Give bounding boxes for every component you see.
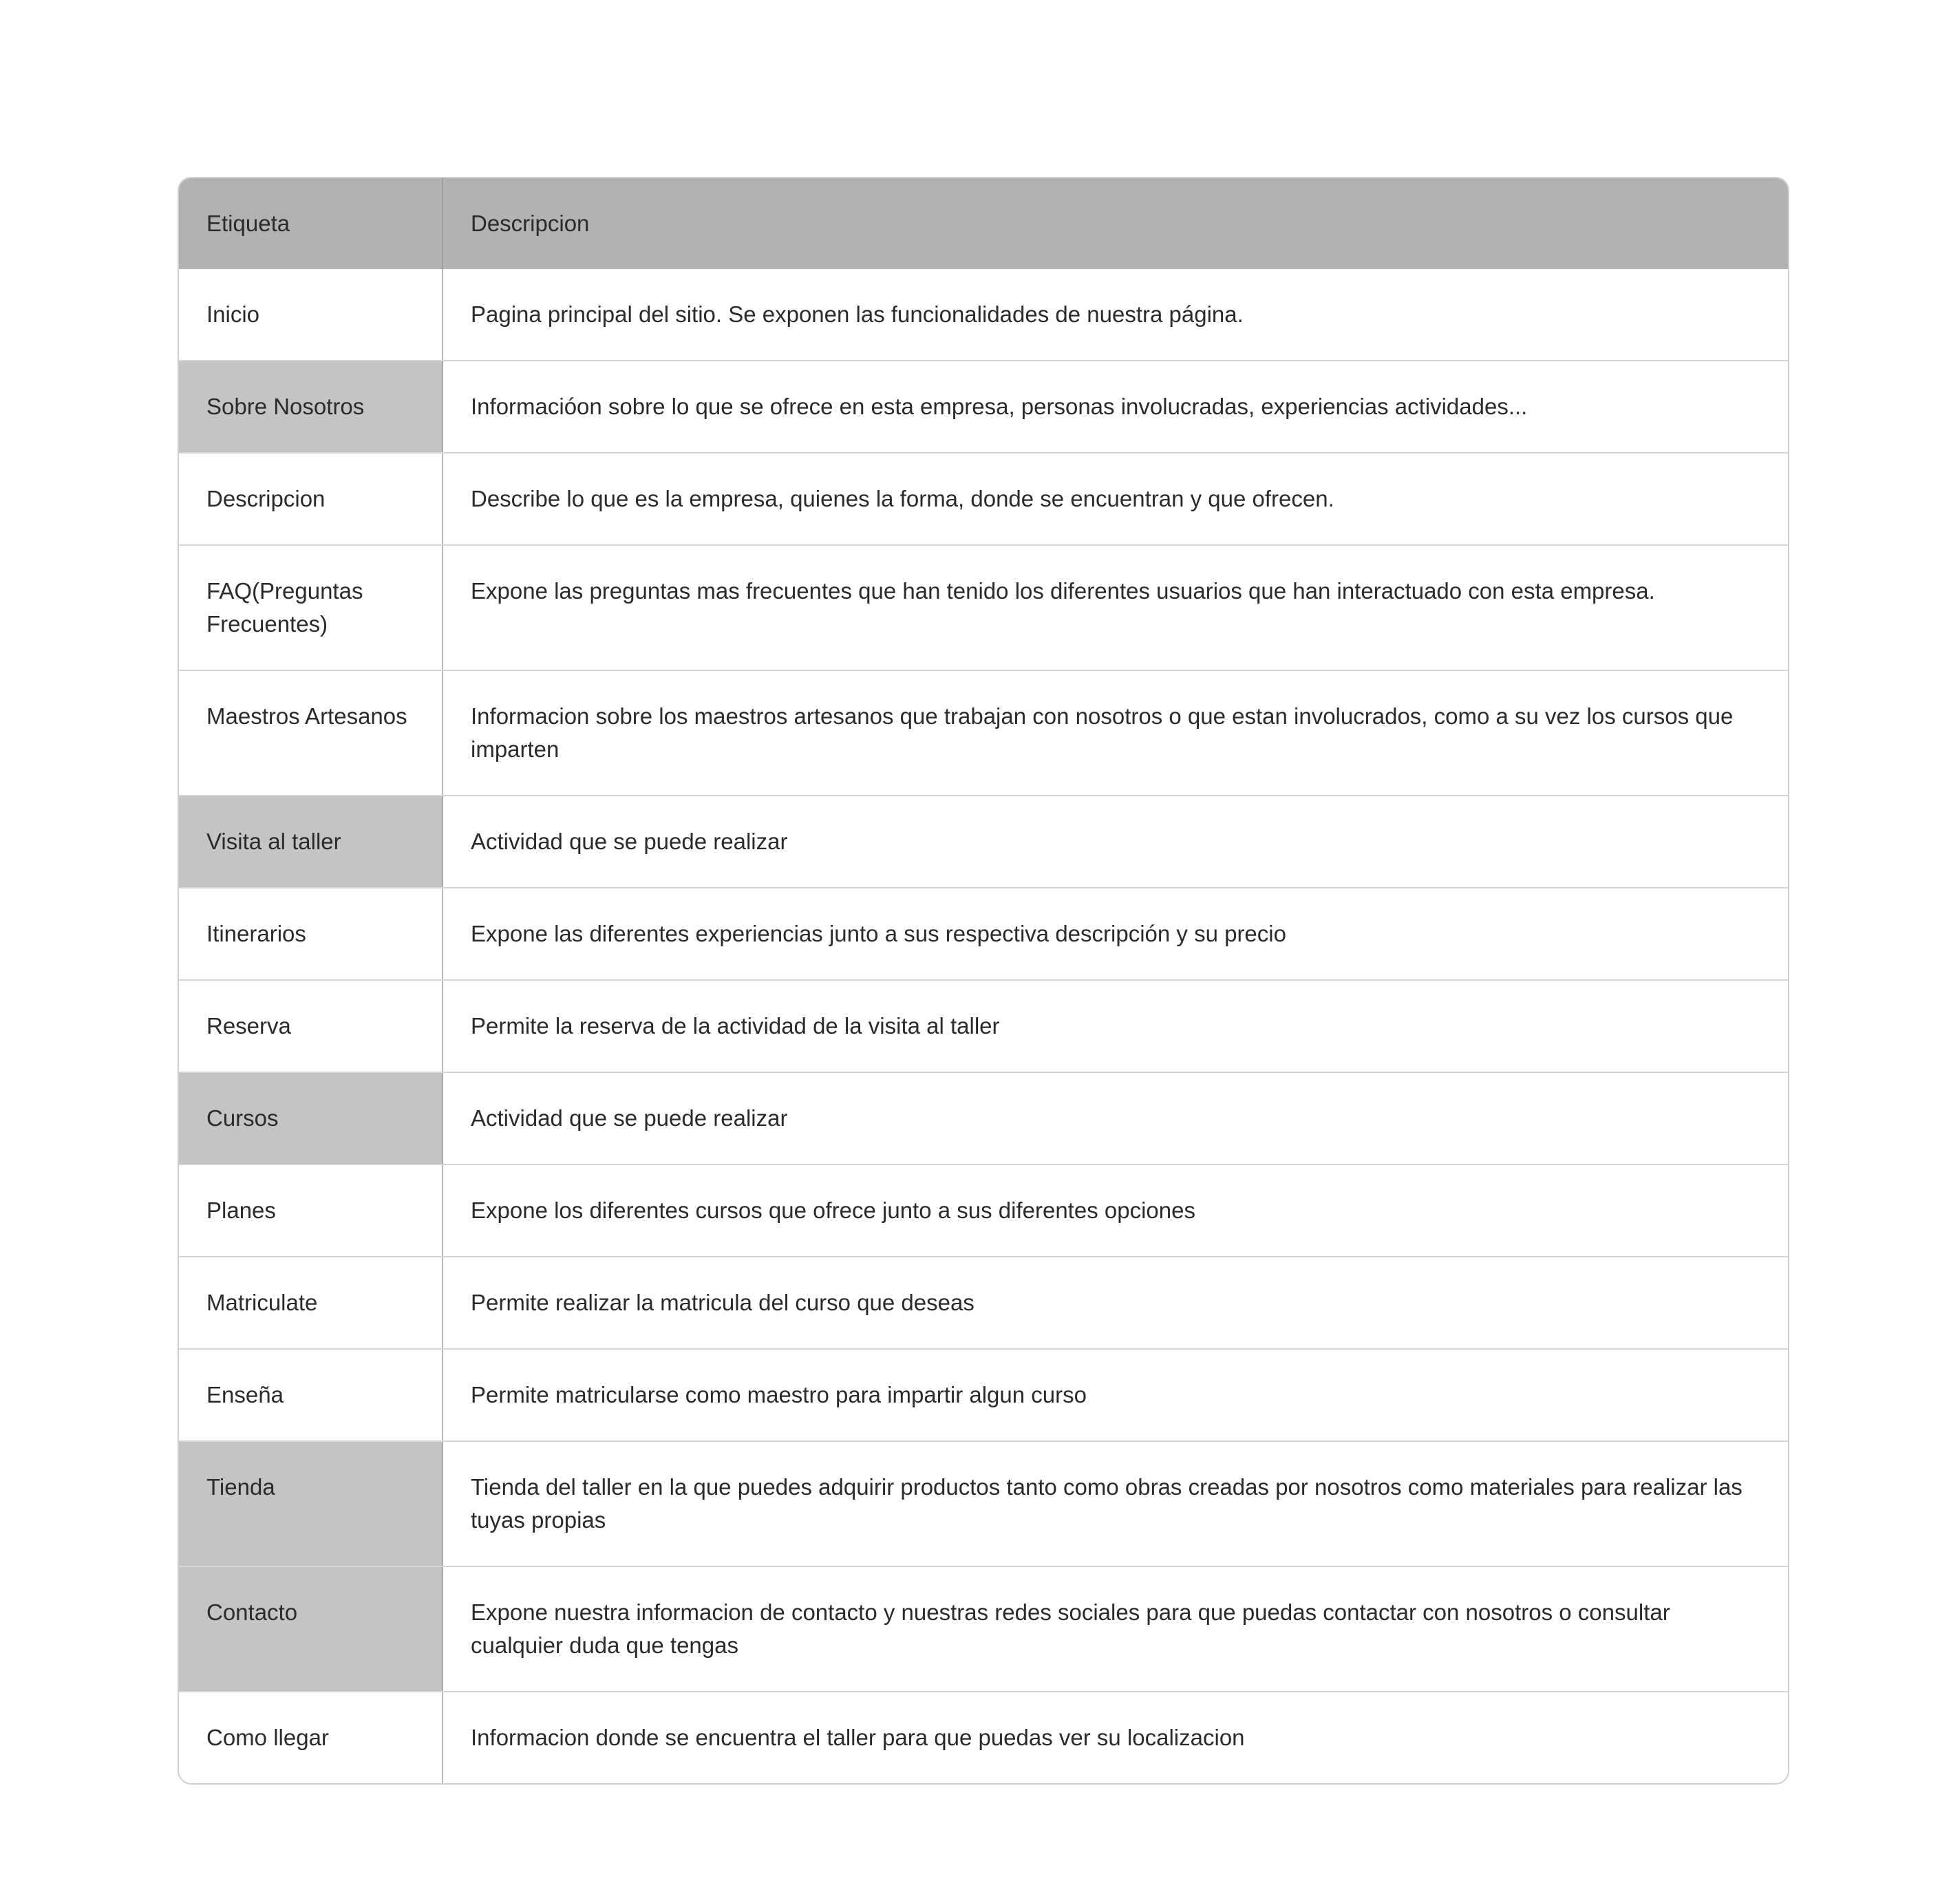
row-description-cell: Actividad que se puede realizar bbox=[471, 829, 788, 854]
row-label-cell: Visita al taller bbox=[179, 796, 443, 887]
row-description-cell: Informacion sobre los maestros artesanos que trabajan con nosotros o que estan involucrados, como a su vez los cursos que imparten bbox=[471, 703, 1734, 762]
row-description-cell: Expone las preguntas mas frecuentes que han tenido los diferentes usuarios que han interactuado con esta empresa. bbox=[471, 578, 1655, 604]
row-label-cell: Planes bbox=[179, 1165, 443, 1256]
row-description-cell: Permite la reserva de la actividad de la visita al taller bbox=[471, 1013, 1000, 1039]
row-description-cell: Expone las diferentes experiencias junto a sus respectiva descripción y su precio bbox=[471, 921, 1286, 946]
table-row bbox=[179, 795, 1788, 887]
row-description-cell: Permite realizar la matricula del curso que deseas bbox=[471, 1290, 974, 1315]
table-row bbox=[179, 1691, 1788, 1783]
table-row bbox=[179, 269, 1788, 360]
table-row bbox=[179, 452, 1788, 544]
table-row bbox=[179, 1072, 1788, 1164]
row-label-cell: FAQ(Preguntas Frecuentes) bbox=[179, 546, 443, 670]
row-description-cell: Pagina principal del sitio. Se exponen las funcionalidades de nuestra página. bbox=[471, 301, 1244, 327]
table-row bbox=[179, 670, 1788, 795]
row-description-cell: Tienda del taller en la que puedes adquirir productos tanto como obras creadas por nosotros como materiales para realizar las tuyas propias bbox=[471, 1474, 1743, 1533]
row-label-cell: Inicio bbox=[179, 269, 443, 360]
row-label-cell: Sobre Nosotros bbox=[179, 361, 443, 452]
table-row bbox=[179, 1256, 1788, 1348]
row-label-cell: Como llegar bbox=[179, 1692, 443, 1783]
table-row bbox=[179, 360, 1788, 452]
table-body bbox=[179, 269, 1788, 1783]
table-row bbox=[179, 1566, 1788, 1691]
header-label-cell: Etiqueta bbox=[179, 178, 443, 269]
row-label-cell: Cursos bbox=[179, 1073, 443, 1164]
row-label-cell: Itinerarios bbox=[179, 889, 443, 979]
table-row bbox=[179, 544, 1788, 670]
row-label-cell: Descripcion bbox=[179, 454, 443, 544]
header-description-cell: Descripcion bbox=[471, 211, 590, 236]
row-description-cell: Informacion donde se encuentra el taller para que puedas ver su localizacion bbox=[471, 1725, 1245, 1750]
row-label-cell: Matriculate bbox=[179, 1257, 443, 1348]
table-row bbox=[179, 1440, 1788, 1566]
row-label-cell: Maestros Artesanos bbox=[179, 671, 443, 795]
row-description-cell: Describe lo que es la empresa, quienes la forma, donde se encuentran y que ofrecen. bbox=[471, 486, 1334, 511]
row-label-cell: Enseña bbox=[179, 1350, 443, 1440]
row-description-cell: Informacióon sobre lo que se ofrece en esta empresa, personas involucradas, experiencias actividades... bbox=[471, 394, 1528, 419]
table-row bbox=[179, 1164, 1788, 1256]
table-row bbox=[179, 979, 1788, 1072]
row-description-cell: Permite matricularse como maestro para impartir algun curso bbox=[471, 1382, 1087, 1407]
row-description-cell: Expone los diferentes cursos que ofrece junto a sus diferentes opciones bbox=[471, 1198, 1195, 1223]
table-header-row bbox=[179, 178, 1788, 269]
table-row bbox=[179, 1348, 1788, 1440]
table-row bbox=[179, 887, 1788, 979]
sitemap-table bbox=[178, 177, 1789, 1785]
row-description-cell: Actividad que se puede realizar bbox=[471, 1105, 788, 1131]
row-label-cell: Reserva bbox=[179, 981, 443, 1072]
row-label-cell: Tienda bbox=[179, 1442, 443, 1566]
row-label-cell: Contacto bbox=[179, 1567, 443, 1691]
row-description-cell: Expone nuestra informacion de contacto y nuestras redes sociales para que puedas contactar con nosotros o consultar cualquier duda que tengas bbox=[471, 1599, 1670, 1658]
